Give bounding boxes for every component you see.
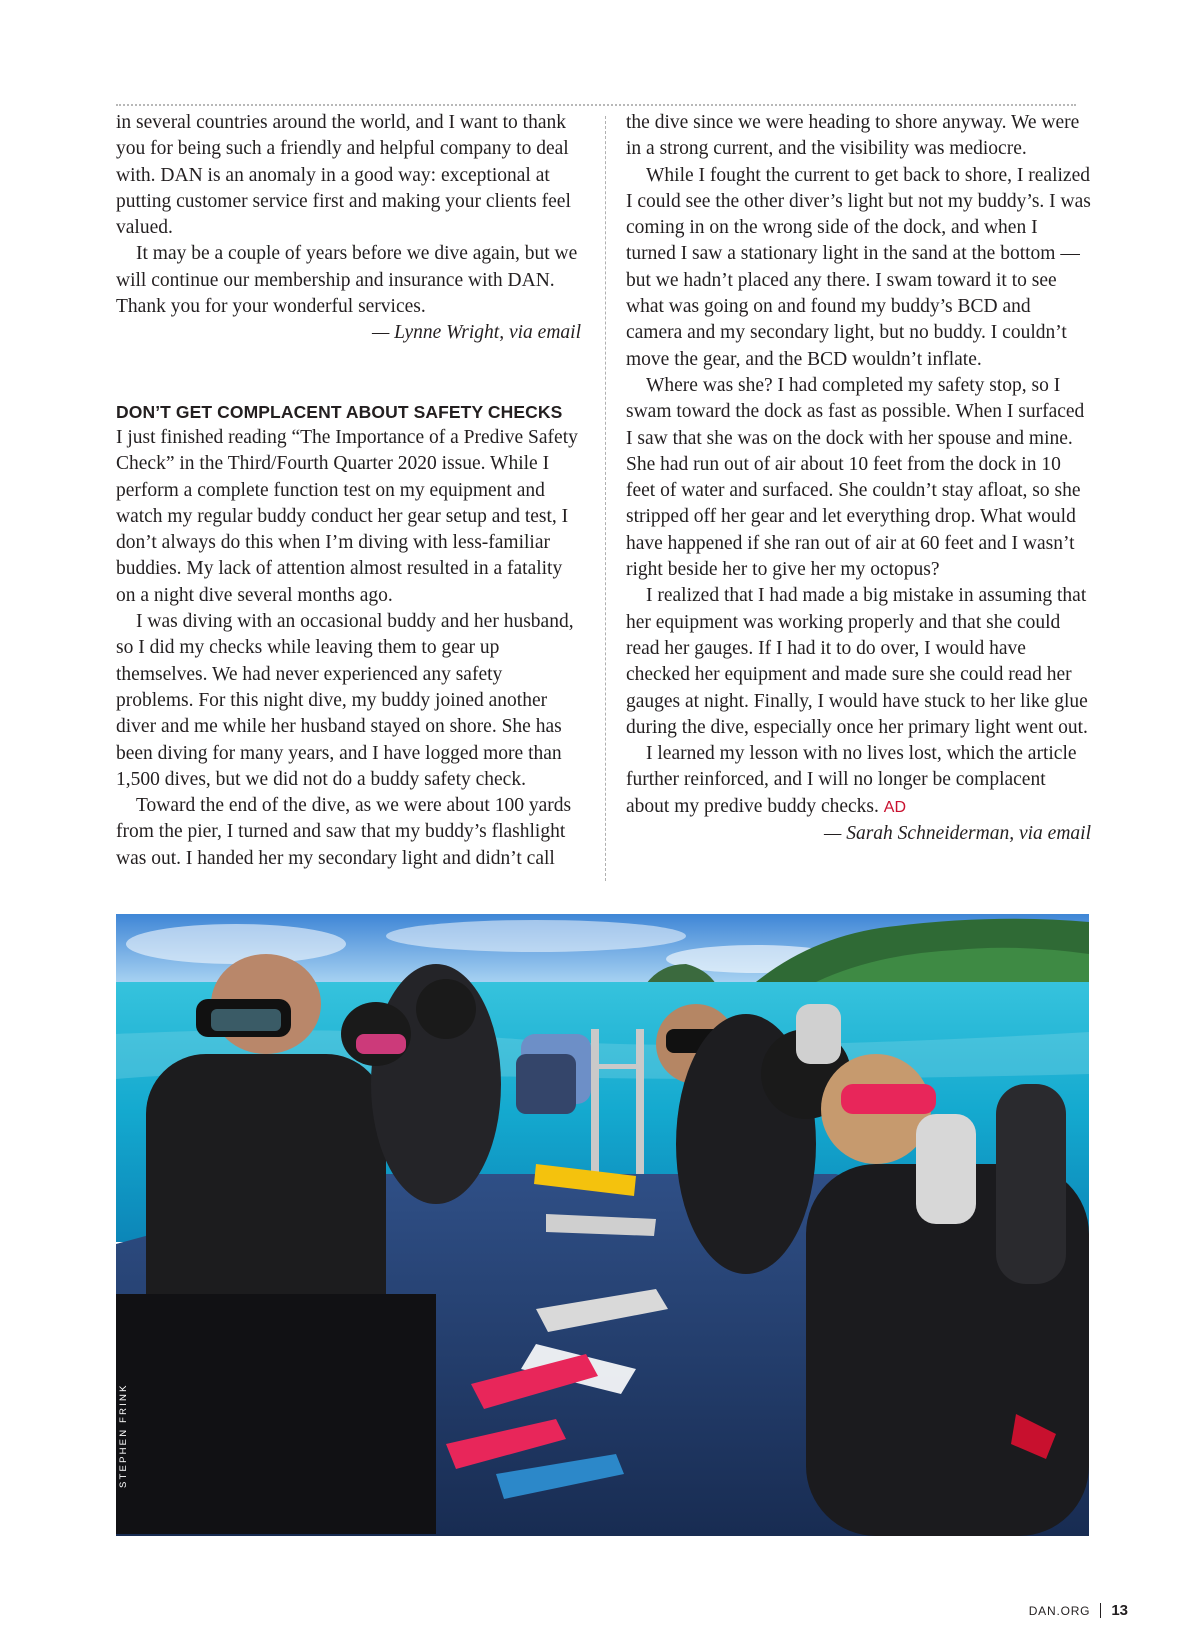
letter2-heading: DON’T GET COMPLACENT ABOUT SAFETY CHECKS <box>116 401 563 422</box>
letter2-paragraph-6: I realized that I had made a big mistake in assuming that her equipment was working properly and that she could read her gauges. If I had it to do over, I would have checked her equipment and made sure she could read her gauges at night. Finally, I would have stuck to her like glue during the dive, especially once her primary light went out. <box>626 585 1088 738</box>
letter2-paragraph-3-continued: the dive since we were heading to shore anyway. We were in a strong current, and the visibility was mediocre. <box>626 112 1080 160</box>
letter2-paragraph-5: Where was she? I had completed my safety stop, so I swam toward the dock as fast as possible. When I surfaced I saw that she was on the dock with her spouse and mine. She had run out of air about 10 feet from the dock in 10 feet of water and surfaced. She couldn’t stay afloat, so she stripped off her gear and let everything drop. What would have happened if she ran out of air at 60 feet and I wasn’t right beside her to give her my octopus? <box>626 374 1085 581</box>
letter1-signature: — Lynne Wright, via email <box>371 322 581 344</box>
letter2-paragraph-2: I was diving with an occasional buddy and her husband, so I did my checks while leaving them to gear up themselves. We had never experienced any safety problems. For this night dive, my buddy joined another diver and me while her husband stayed on shore. She has been diving for many years, and I have logged more than 1,500 dives, but we did not do a buddy safety check. <box>116 611 574 790</box>
letter2-paragraph-7-text: I learned my lesson with no lives lost, which the article further reinforced, and I will no longer be complacent about my predive buddy checks. <box>626 743 1077 817</box>
page-number: 13 <box>1111 1602 1128 1619</box>
footer-separator <box>1100 1603 1101 1618</box>
letter-spacer <box>116 347 581 399</box>
divers-photo-illustration <box>116 914 1089 1536</box>
letter2-paragraph-1: I just finished reading “The Importance of a Predive Safety Check” in the Third/Fourth Quarter 2020 issue. While I perform a complete function test on my equipment and watch my regular buddy conduct her gear setup and test, I don’t always do this when I’m diving with less-familiar buddies. My lack of attention almost resulted in a fatality on a night dive several months ago. <box>116 426 578 606</box>
letter1-paragraph-2: It may be a couple of years before we dive again, but we will continue our membership and insurance with DAN. Thank you for your wonderful services. <box>116 243 578 318</box>
page-footer <box>1029 1602 1128 1619</box>
divers-photo <box>116 914 1089 1536</box>
letter2-paragraph-7 <box>626 741 1091 821</box>
letter2-paragraph-4: While I fought the current to get back to shore, I realized I could see the other diver’s light but not my buddy’s. I was coming in on the wrong side of the dock, and when I turned I saw a stationary light in the sand at the bottom — but we hadn’t placed any there. I swam toward it to see what was going on and found my buddy’s BCD and camera and my secondary light, but no buddy. I couldn’t move the gear, and the BCD wouldn’t inflate. <box>626 164 1091 370</box>
top-rule <box>116 104 1076 106</box>
right-column <box>626 110 1091 847</box>
letter1-paragraph-1: in several countries around the world, and I want to thank you for being such a friendly and helpful company to deal with. DAN is an anomaly in a good way: exceptional at putting customer service first and making your clients feel valued. <box>116 112 571 239</box>
photo-credit: STEPHEN FRINK <box>118 1383 129 1488</box>
left-column <box>116 110 581 872</box>
end-mark: AD <box>883 798 906 816</box>
letter2-signature: — Sarah Schneiderman, via email <box>823 823 1091 845</box>
footer-site[interactable]: DAN.ORG <box>1028 1603 1091 1618</box>
column-divider <box>605 116 606 881</box>
letter2-paragraph-3: Toward the end of the dive, as we were about 100 yards from the pier, I turned and saw that my buddy’s flashlight was out. I handed her my secondary light and didn’t call <box>116 795 572 869</box>
